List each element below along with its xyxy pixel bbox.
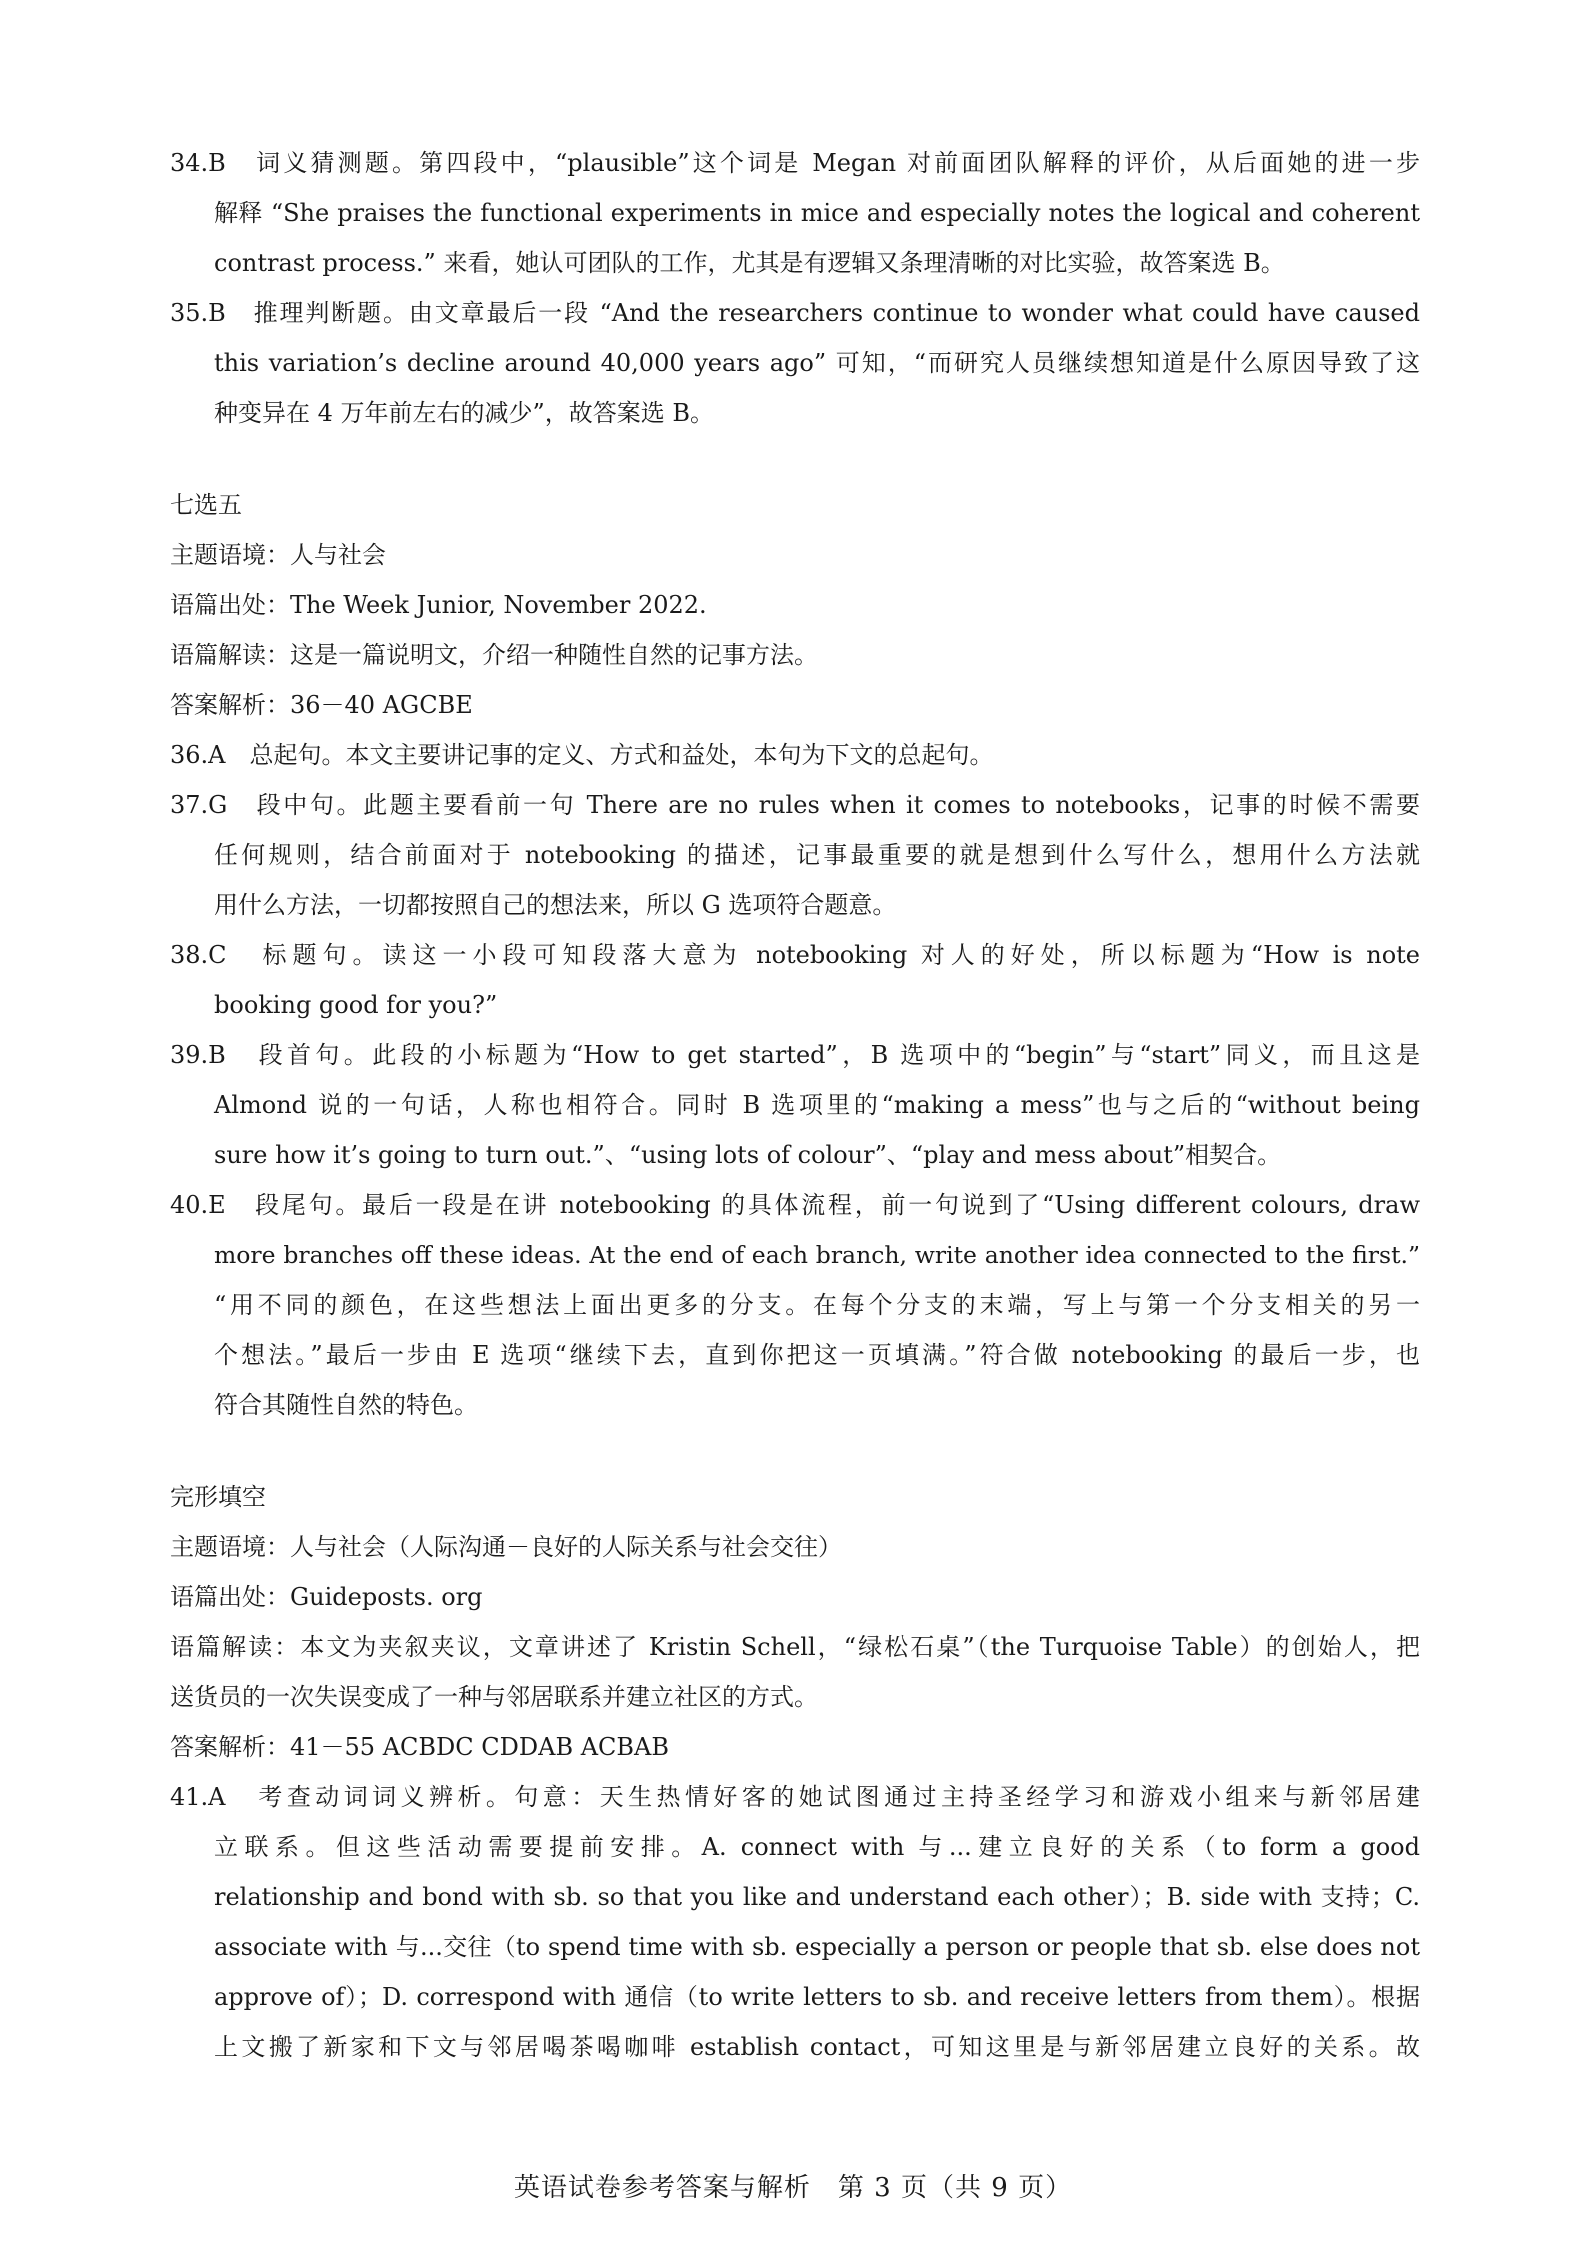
item-line: sure how it’s going to turn out.”、“using lots of colour”、“play and mess about”相契合。	[214, 1141, 1282, 1169]
section-title: 七选五	[170, 491, 242, 519]
item-line: contrast process.” 来看，她认可团队的工作，尤其是有逻辑又条理清晰的对比实验，故答案选 B。	[214, 249, 1285, 277]
answer-item-34	[170, 138, 1420, 288]
answer-key: 答案解析：36－40 AGCBE	[170, 691, 473, 719]
text-interpretation: 语篇解读：这是一篇说明文，介绍一种随性自然的记事方法。	[170, 641, 818, 669]
theme-context: 主题语境：人与社会	[170, 541, 386, 569]
answer-item-38	[170, 930, 1420, 1030]
item-line: 37.G 段中句。此题主要看前一句 There are no rules when it comes to notebooks，记事的时候不需要	[170, 791, 1420, 819]
section-seven-choose-five	[170, 480, 1420, 1430]
item-line: 个想法。”最后一步由 E 选项“继续下去，直到你把这一页填满。”符合做 notebooking 的最后一步，也	[214, 1341, 1420, 1369]
answer-item-39	[170, 1030, 1420, 1180]
item-line: this variation’s decline around 40,000 years ago” 可知，“而研究人员继续想知道是什么原因导致了这	[214, 349, 1420, 377]
item-line: 任何规则，结合前面对于 notebooking 的描述，记事最重要的就是想到什么写什么，想用什么方法就	[214, 841, 1420, 869]
item-line: 35.B 推理判断题。由文章最后一段 “And the researchers continue to wonder what could have caused	[170, 299, 1420, 327]
item-line: 40.E 段尾句。最后一段是在讲 notebooking 的具体流程，前一句说到了“Using different colours, draw	[170, 1191, 1420, 1219]
theme-context: 主题语境：人与社会（人际沟通－良好的人际关系与社会交往）	[170, 1533, 842, 1561]
section-title: 完形填空	[170, 1483, 266, 1511]
item-line: 用什么方法，一切都按照自己的想法来，所以 G 选项符合题意。	[214, 891, 897, 919]
page-body	[170, 138, 1420, 2072]
item-line: 种变异在 4 万年前左右的减少”，故答案选 B。	[214, 399, 715, 427]
item-line: more branches off these ideas. At the end of each branch, write another idea connected to the first.”	[214, 1241, 1420, 1269]
item-line: relationship and bond with sb. so that you like and understand each other）；B. side with 支持；C.	[214, 1883, 1420, 1911]
item-line: Almond 说的一句话，人称也相符合。同时 B 选项里的“making a mess”也与之后的“without being	[214, 1091, 1420, 1119]
answer-item-36	[170, 730, 1420, 780]
text-interpretation: 语篇解读：本文为夹叙夹议，文章讲述了 Kristin Schell，“绿松石桌”（the Turquoise Table）的创始人，把	[170, 1633, 1420, 1661]
item-line: 上文搬了新家和下文与邻居喝茶喝咖啡 establish contact，可知这里是与新邻居建立良好的关系。故	[214, 2033, 1420, 2061]
answer-item-35	[170, 288, 1420, 438]
text-source: 语篇出处：The Week Junior, November 2022.	[170, 591, 707, 619]
item-line: booking good for you?”	[214, 991, 498, 1019]
item-line: approve of）；D. correspond with 通信（to write letters to sb. and receive letters from them）。根据	[214, 1983, 1420, 2011]
answer-key: 答案解析：41－55 ACBDC CDDAB ACBAB	[170, 1733, 670, 1761]
item-line: “用不同的颜色，在这些想法上面出更多的分支。在每个分支的末端，写上与第一个分支相关的另一	[214, 1291, 1420, 1319]
item-line: 符合其随性自然的特色。	[214, 1391, 478, 1419]
item-line: 34.B 词义猜测题。第四段中，“plausible”这个词是 Megan 对前面团队解释的评价，从后面她的进一步	[170, 149, 1420, 177]
item-line: 41.A 考查动词词义辨析。句意：天生热情好客的她试图通过主持圣经学习和游戏小组来与新邻居建	[170, 1783, 1420, 1811]
section-cloze	[170, 1472, 1420, 2072]
item-line: 解释 “She praises the functional experiments in mice and especially notes the logical and coherent	[214, 199, 1420, 227]
text-source: 语篇出处：Guideposts. org	[170, 1583, 483, 1611]
item-line: 36.A 总起句。本文主要讲记事的定义、方式和益处，本句为下文的总起句。	[170, 741, 994, 769]
page-footer: 英语试卷参考答案与解析 第 3 页（共 9 页）	[513, 2173, 1073, 2203]
item-line: associate with 与...交往（to spend time with sb. especially a person or people that sb. else does not	[214, 1933, 1420, 1961]
reading-answers-block	[170, 138, 1420, 438]
answer-item-41	[170, 1772, 1420, 2072]
answer-item-37	[170, 780, 1420, 930]
text-interpretation-cont: 送货员的一次失误变成了一种与邻居联系并建立社区的方式。	[170, 1683, 818, 1711]
item-line: 39.B 段首句。此段的小标题为“How to get started”，B 选项中的“begin”与“start”同义，而且这是	[170, 1041, 1420, 1069]
item-line: 38.C 标题句。读这一小段可知段落大意为 notebooking 对人的好处，所以标题为“How is note	[170, 941, 1420, 969]
item-line: 立联系。但这些活动需要提前安排。A. connect with 与...建立良好的关系（to form a good	[214, 1833, 1420, 1861]
answer-item-40	[170, 1180, 1420, 1430]
